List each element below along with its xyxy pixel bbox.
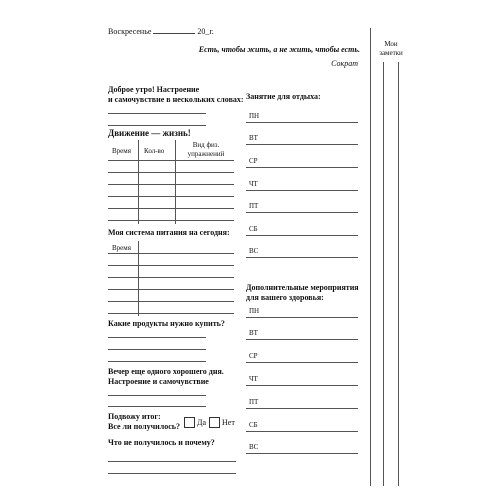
extra-day-label: ПТ xyxy=(249,398,259,406)
notes-divider xyxy=(370,28,371,486)
rest-day-label: ВС xyxy=(249,247,259,255)
failed-line[interactable] xyxy=(108,473,236,474)
rest-line[interactable] xyxy=(246,167,358,168)
year-label: 20_г. xyxy=(197,27,214,36)
rest-line[interactable] xyxy=(246,235,358,236)
rest-day-label: ПТ xyxy=(249,202,259,210)
movement-row[interactable] xyxy=(108,220,234,221)
rest-day-label: ПН xyxy=(249,112,260,120)
nutrition-row[interactable] xyxy=(108,313,234,314)
shopping-line[interactable] xyxy=(108,337,206,338)
evening-line[interactable] xyxy=(108,406,206,407)
extra-line[interactable] xyxy=(246,317,358,318)
movement-row[interactable] xyxy=(108,184,234,185)
rest-line[interactable] xyxy=(246,212,358,213)
nutrition-row[interactable] xyxy=(108,265,234,266)
morning-line[interactable] xyxy=(108,125,206,126)
rest-day-label: СР xyxy=(249,157,258,165)
nutrition-col-time: Время xyxy=(112,244,131,252)
shopping-line[interactable] xyxy=(108,361,206,362)
rest-line[interactable] xyxy=(246,257,358,258)
extra-line[interactable] xyxy=(246,385,358,386)
morning-title: Доброе утро! Настроение и самочувствие в нескольких словах: xyxy=(108,85,244,104)
rest-title: Занятие для отдыха: xyxy=(246,92,321,101)
quote: Есть, чтобы жить, а не жить, чтобы есть. xyxy=(198,45,360,54)
rest-day-label: ЧТ xyxy=(249,180,258,188)
quote-author: Сократ xyxy=(331,59,358,68)
movement-header-line xyxy=(108,160,234,161)
header-date xyxy=(108,26,214,37)
movement-col-divider xyxy=(175,140,176,224)
yes-checkbox[interactable] xyxy=(184,417,195,428)
summary-title: Подвожу итог: Все ли получилось? xyxy=(108,412,181,431)
morning-line[interactable] xyxy=(108,113,206,114)
nutrition-row[interactable] xyxy=(108,289,234,290)
extra-line[interactable] xyxy=(246,453,358,454)
shopping-line[interactable] xyxy=(108,349,206,350)
date-blank xyxy=(153,26,195,34)
nutrition-header-line xyxy=(108,253,234,254)
movement-col-time: Время xyxy=(112,147,131,155)
extra-line[interactable] xyxy=(246,362,358,363)
nutrition-title: Моя система питания на сегодня: xyxy=(108,228,230,237)
rest-line[interactable] xyxy=(246,190,358,191)
movement-col-count: Кол-во xyxy=(144,147,165,155)
yes-label: Да xyxy=(197,418,207,427)
notes-guide-left xyxy=(383,62,384,486)
no-checkbox[interactable] xyxy=(209,417,220,428)
extra-day-label: ВТ xyxy=(249,329,258,337)
extra-day-label: СР xyxy=(249,352,258,360)
shopping-title: Какие продукты нужно купить? xyxy=(108,319,225,328)
extra-line[interactable] xyxy=(246,431,358,432)
rest-day-label: ВТ xyxy=(249,134,258,142)
movement-title: Движение — жизнь! xyxy=(108,128,191,138)
notes-title: Мои заметки xyxy=(379,40,403,57)
failed-line[interactable] xyxy=(108,461,236,462)
extra-line[interactable] xyxy=(246,339,358,340)
nutrition-row[interactable] xyxy=(108,277,234,278)
rest-day-label: СБ xyxy=(249,225,258,233)
notes-guide-right xyxy=(398,62,399,486)
movement-col-type: Вид физ. упражнений xyxy=(187,141,225,158)
no-label: Нет xyxy=(222,418,235,427)
failed-title: Что не получилось и почему? xyxy=(108,438,215,447)
rest-line[interactable] xyxy=(246,144,358,145)
rest-line[interactable] xyxy=(246,122,358,123)
extra-line[interactable] xyxy=(246,408,358,409)
extra-day-label: ВС xyxy=(249,443,259,451)
extra-day-label: СБ xyxy=(249,421,258,429)
movement-col-divider xyxy=(138,140,139,224)
extra-day-label: ПН xyxy=(249,307,260,315)
nutrition-row[interactable] xyxy=(108,301,234,302)
movement-row[interactable] xyxy=(108,208,234,209)
movement-row[interactable] xyxy=(108,196,234,197)
movement-row[interactable] xyxy=(108,172,234,173)
evening-line[interactable] xyxy=(108,395,206,396)
evening-title: Вечер еще одного хорошего дня. Настроение и самочувствие xyxy=(108,367,224,386)
extra-title: Дополнительные мероприятия для вашего здоровья: xyxy=(246,283,359,302)
extra-day-label: ЧТ xyxy=(249,375,258,383)
day-label: Воскресенье xyxy=(108,27,152,36)
